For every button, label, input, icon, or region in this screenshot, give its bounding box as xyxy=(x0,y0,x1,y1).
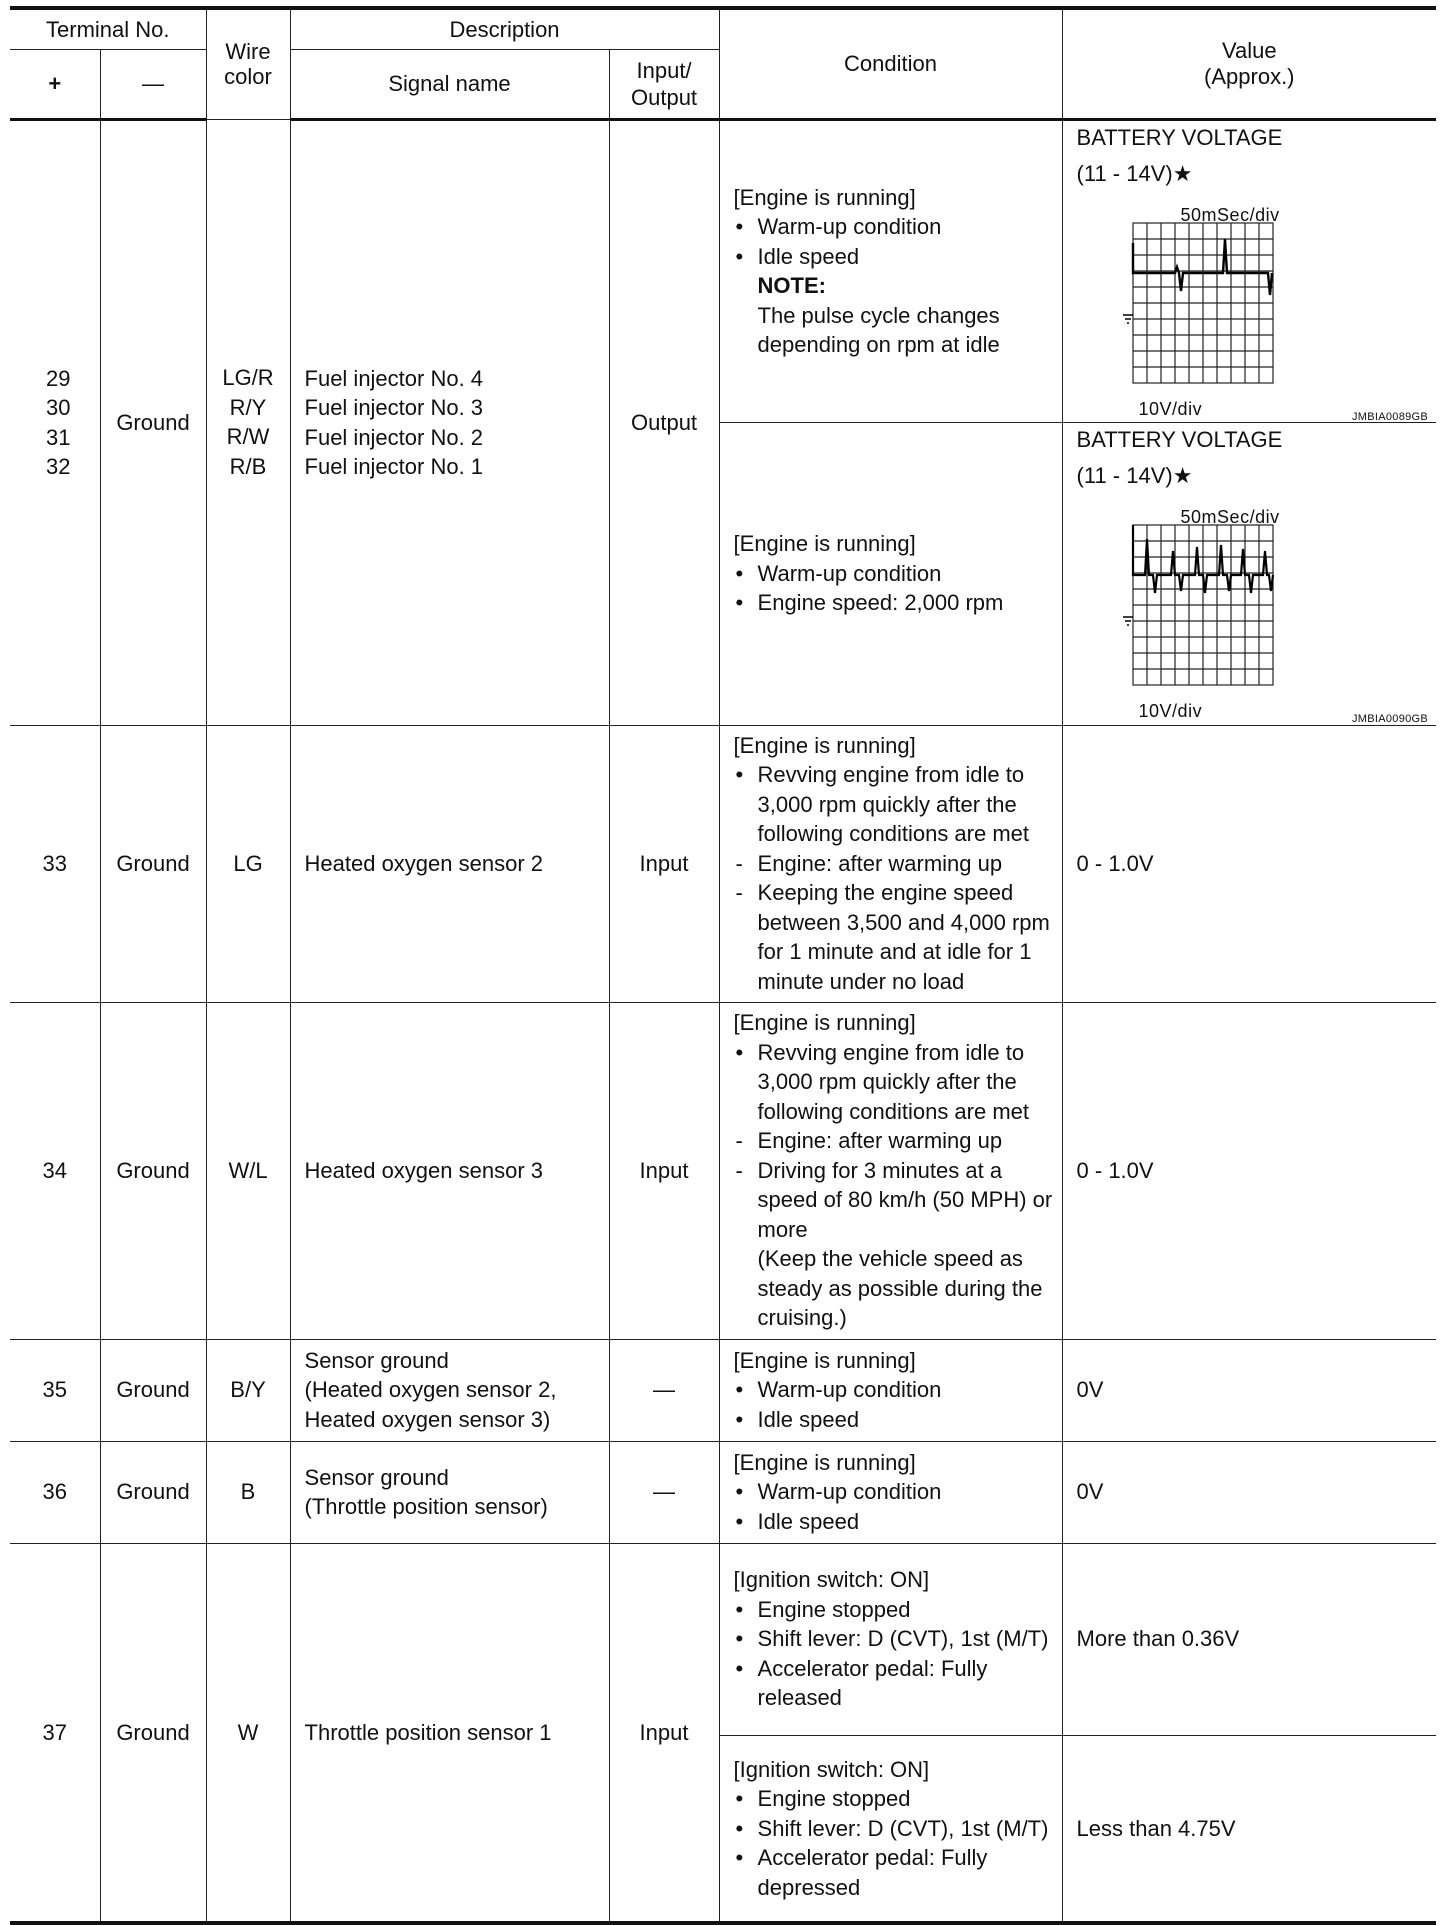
value-cell: 0 - 1.0V xyxy=(1062,1002,1436,1339)
signal-cell xyxy=(290,1441,609,1543)
signal-cell xyxy=(290,1339,609,1441)
condition-text: Engine: after warming up xyxy=(757,1128,1003,1154)
signal-injector-4: Fuel injector No. 4 xyxy=(304,365,484,391)
terminal-cell: 36 xyxy=(10,1441,100,1543)
condition-head: [Engine is running] xyxy=(733,1347,916,1373)
value-cell: 0V xyxy=(1062,1339,1436,1441)
condition-bullet: • Engine stopped xyxy=(735,1596,911,1622)
condition-dash: - Engine: after warming up xyxy=(735,850,1003,876)
note-text: The pulse cycle changes depending on rpm at idle xyxy=(757,302,1000,357)
condition-text: Revving engine from idle to 3,000 rpm quickly after the following conditions are met xyxy=(757,762,1030,847)
wire-cell: W xyxy=(206,1543,290,1923)
condition-text: Warm-up condition xyxy=(757,214,942,239)
signal-line: (Heated oxygen sensor 2, xyxy=(304,1377,557,1403)
condition-dash: - Keeping the engine speed between 3,500 and 4,000 rpm for 1 minute and at idle for 1 minute under no load xyxy=(735,880,1050,994)
value-header xyxy=(1062,8,1436,119)
wire-color-header: Wire color xyxy=(206,8,290,119)
condition-bullet: • Idle speed xyxy=(735,243,860,269)
oscilloscope-waveform-idle xyxy=(1123,219,1285,393)
ground-symbol xyxy=(1123,315,1133,323)
condition-text: Accelerator pedal: Fully released xyxy=(757,1655,988,1711)
condition-cell xyxy=(719,1441,1062,1543)
condition-text: Engine: after warming up xyxy=(757,850,1003,876)
wire-r-w: R/W xyxy=(226,424,270,449)
terminal-32: 32 xyxy=(46,454,71,479)
injector-signals xyxy=(290,119,609,725)
wire-cell: LG xyxy=(206,725,290,1002)
wire-cell: W/L xyxy=(206,1002,290,1339)
table-row xyxy=(10,1441,1436,1543)
condition-bullet: • Revving engine from idle to 3,000 rpm quickly after the following conditions are met xyxy=(735,1039,1030,1124)
ground-cell: Ground xyxy=(100,1441,206,1543)
condition-text: Driving for 3 minutes at a speed of 80 km/h (50 MPH) or more xyxy=(757,1157,1053,1242)
wire-r-y: R/Y xyxy=(229,394,267,420)
condition-text: Shift lever: D (CVT), 1st (M/T) xyxy=(757,1815,1049,1841)
signal-cell: Heated oxygen sensor 3 xyxy=(290,1002,609,1339)
value-cell: Less than 4.75V xyxy=(1062,1735,1436,1923)
wire-cell: B/Y xyxy=(206,1339,290,1441)
figure-code: JMBIA0090GB xyxy=(1351,712,1429,725)
minus-header: — xyxy=(100,49,206,119)
condition-text: Shift lever: D (CVT), 1st (M/T) xyxy=(757,1626,1049,1652)
battery-voltage-range: (11 - 14V)★ xyxy=(1076,160,1193,186)
condition-head: [Engine is running] xyxy=(733,732,916,758)
terminal-31: 31 xyxy=(46,424,71,450)
terminal-table xyxy=(10,6,1436,1925)
value-header-line2: (Approx.) xyxy=(1204,63,1295,89)
condition-head: [Engine is running] xyxy=(733,1449,916,1475)
terminal-30: 30 xyxy=(46,395,71,420)
condition-bullet: • Shift lever: D (CVT), 1st (M/T) xyxy=(735,1815,1049,1841)
signal-line: Sensor ground xyxy=(304,1347,449,1373)
signal-injector-2: Fuel injector No. 2 xyxy=(304,424,484,450)
condition-head: [Ignition switch: ON] xyxy=(733,1567,930,1593)
table-row xyxy=(10,1543,1436,1735)
condition-bullet: • Idle speed xyxy=(735,1508,860,1534)
terminal-cell: 34 xyxy=(10,1002,100,1339)
plus-header: + xyxy=(10,49,100,119)
condition-text: Idle speed xyxy=(757,243,860,269)
ground-symbol xyxy=(1123,617,1133,625)
condition-bullet: • Engine speed: 2,000 rpm xyxy=(735,590,1004,616)
description-header: Description xyxy=(290,8,719,49)
oscilloscope-waveform-2000rpm xyxy=(1123,521,1285,695)
condition-bullet: • Warm-up condition xyxy=(735,214,942,239)
condition-text: Engine speed: 2,000 rpm xyxy=(757,590,1004,616)
condition-bullet: • Accelerator pedal: Fully depressed xyxy=(735,1845,988,1900)
condition-text: Revving engine from idle to 3,000 rpm quickly after the following conditions are met xyxy=(757,1039,1030,1124)
volt-div-label: 10V/div xyxy=(1138,398,1203,419)
signal-name-header: Signal name xyxy=(290,49,609,119)
condition-head: [Engine is running] xyxy=(733,1010,916,1036)
injector-2000rpm-condition xyxy=(719,422,1062,725)
value-cell: 0 - 1.0V xyxy=(1062,725,1436,1002)
injector-terminals xyxy=(10,119,100,725)
ground-cell: Ground xyxy=(100,1339,206,1441)
table-row xyxy=(10,1339,1436,1441)
io-cell: Input xyxy=(609,1543,719,1923)
condition-header: Condition xyxy=(719,8,1062,119)
injector-ground: Ground xyxy=(100,119,206,725)
signal-line: Heated oxygen sensor 3) xyxy=(304,1406,551,1432)
condition-bullet: • Idle speed xyxy=(735,1406,860,1432)
figure-code: JMBIA0089GB xyxy=(1351,410,1429,423)
condition-bullet: • Revving engine from idle to 3,000 rpm quickly after the following conditions are met xyxy=(735,762,1030,847)
input-output-header: Input/ Output xyxy=(609,49,719,119)
condition-dash: - Driving for 3 minutes at a speed of 80 km/h (50 MPH) or more xyxy=(735,1157,1053,1242)
condition-text: Warm-up condition xyxy=(757,1479,942,1505)
condition-cell xyxy=(719,1735,1062,1923)
condition-bullet: • Engine stopped xyxy=(735,1786,911,1811)
injector-wire-colors xyxy=(206,119,290,725)
io-cell: Input xyxy=(609,1002,719,1339)
condition-cell xyxy=(719,1339,1062,1441)
condition-dash: - Engine: after warming up xyxy=(735,1128,1003,1154)
condition-text: Warm-up condition xyxy=(757,560,942,586)
io-cell: Input xyxy=(609,725,719,1002)
volt-div-label: 10V/div xyxy=(1138,700,1203,721)
signal-cell: Heated oxygen sensor 2 xyxy=(290,725,609,1002)
condition-head: [Ignition switch: ON] xyxy=(733,1756,930,1782)
io-cell: — xyxy=(609,1441,719,1543)
condition-cell xyxy=(719,725,1062,1002)
condition-text: Idle speed xyxy=(757,1406,860,1432)
terminal-29: 29 xyxy=(46,365,71,391)
condition-bullet: • Warm-up condition xyxy=(735,1377,942,1403)
injector-io: Output xyxy=(609,119,719,725)
wire-cell: B xyxy=(206,1441,290,1543)
battery-voltage-label: BATTERY VOLTAGE xyxy=(1076,426,1283,452)
time-div-label: 50mSec/div xyxy=(1180,204,1280,225)
table-row xyxy=(10,725,1436,1002)
condition-bullet: • Warm-up condition xyxy=(735,1479,942,1505)
ground-cell: Ground xyxy=(100,725,206,1002)
condition-head: [Engine is running] xyxy=(733,184,916,210)
condition-text: Warm-up condition xyxy=(757,1377,942,1403)
ground-cell: Ground xyxy=(100,1002,206,1339)
value-header-line1: Value xyxy=(1221,37,1277,63)
injector-idle-value xyxy=(1062,119,1436,422)
condition-bullet: • Warm-up condition xyxy=(735,560,942,586)
battery-voltage-range: (11 - 14V)★ xyxy=(1076,462,1193,488)
time-div-label: 50mSec/div xyxy=(1180,506,1280,527)
injector-idle-condition xyxy=(719,119,1062,422)
ground-cell: Ground xyxy=(100,1543,206,1923)
condition-bullet: • Shift lever: D (CVT), 1st (M/T) xyxy=(735,1626,1049,1652)
table-row xyxy=(10,1002,1436,1339)
condition-sub-note: (Keep the vehicle speed as steady as possible during the cruising.) xyxy=(757,1246,1043,1331)
value-cell: More than 0.36V xyxy=(1062,1543,1436,1735)
condition-text: Engine stopped xyxy=(757,1786,911,1811)
battery-voltage-label: BATTERY VOLTAGE xyxy=(1076,124,1283,150)
signal-cell: Throttle position sensor 1 xyxy=(290,1543,609,1923)
injector-2000rpm-value xyxy=(1062,422,1436,725)
signal-injector-1: Fuel injector No. 1 xyxy=(304,454,484,479)
condition-bullet: • Accelerator pedal: Fully released xyxy=(735,1655,988,1711)
condition-cell xyxy=(719,1543,1062,1735)
condition-cell xyxy=(719,1002,1062,1339)
condition-text: Idle speed xyxy=(757,1508,860,1534)
wire-r-b: R/B xyxy=(229,453,267,479)
terminal-no-header: Terminal No. xyxy=(10,8,206,49)
condition-text: Engine stopped xyxy=(757,1596,911,1622)
note-heading: NOTE: xyxy=(757,273,826,298)
wire-lg-r: LG/R xyxy=(222,365,274,390)
terminal-cell: 37 xyxy=(10,1543,100,1923)
terminal-cell: 35 xyxy=(10,1339,100,1441)
condition-text: Keeping the engine speed between 3,500 and 4,000 rpm for 1 minute and at idle for 1 minute under no load xyxy=(757,880,1050,994)
value-cell: 0V xyxy=(1062,1441,1436,1543)
signal-line: (Throttle position sensor) xyxy=(304,1494,548,1519)
io-cell: — xyxy=(609,1339,719,1441)
terminal-cell: 33 xyxy=(10,725,100,1002)
condition-head: [Engine is running] xyxy=(733,531,916,557)
signal-injector-3: Fuel injector No. 3 xyxy=(304,395,484,420)
signal-line: Sensor ground xyxy=(304,1464,449,1490)
condition-text: Accelerator pedal: Fully depressed xyxy=(757,1845,988,1900)
